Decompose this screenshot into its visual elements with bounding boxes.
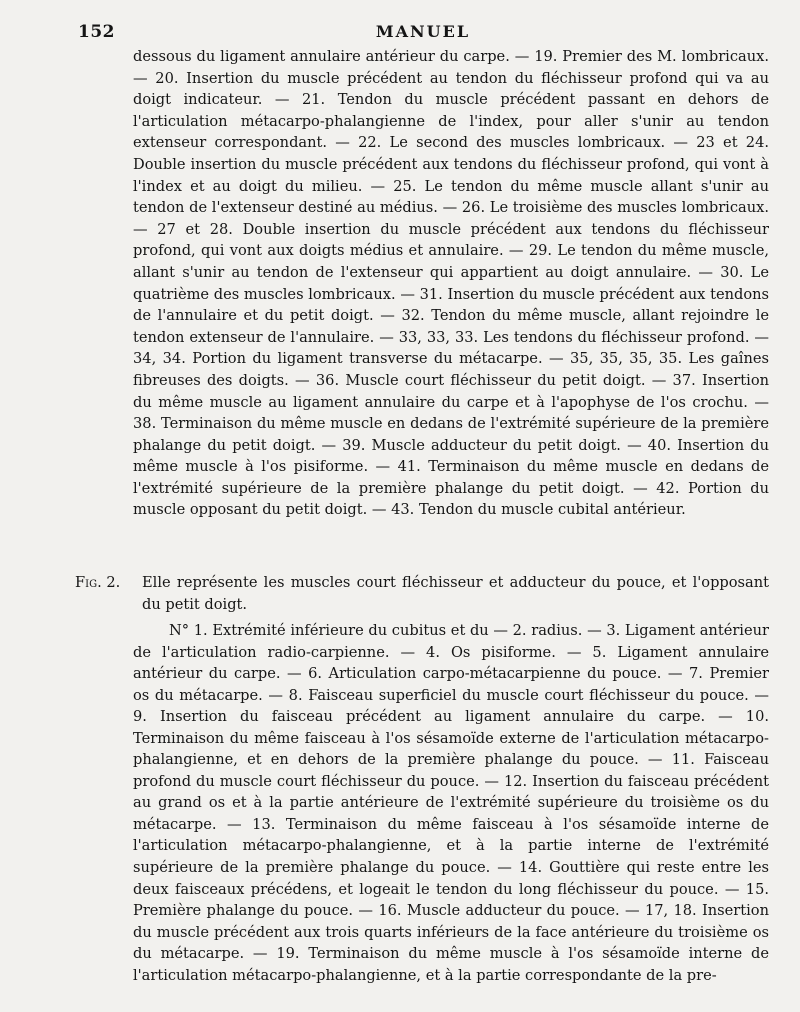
running-title: MANUEL <box>375 22 471 41</box>
legend-paragraph-2 <box>133 620 769 986</box>
figure-caption: Elle représente les muscles court fléchisseur et adducteur du pouce, et l'opposant du petit doigt. <box>142 574 769 613</box>
page-number: 152 <box>78 22 115 42</box>
legend-text-2: N° 1. Extrémité inférieure du cubitus et du — 2. radius. — 3. Ligament antérieur de l'articulation radio-carpienne. — 4. Os pisiforme. — 5. Ligament annulaire antérieur du carpe. — 6. Articulation carpo-métacarpienne du pouce. — 7. Premier os du métacarpe. — 8. Faisceau superficiel du muscle court fléchisseur du pouce. — 9. Insertion du faisceau précédent au ligament annulaire du carpe. — 10. Terminaison du même faisceau à l'os sésamoïde externe de l'articulation métacarpo-phalangienne, et en dehors de la première phalange du pouce. — 11. Faisceau profond du muscle court fléchisseur du pouce. — 12. Insertion du faisceau précédent au grand os et à la partie antérieure de l'extrémité supérieure du troisième os du métacarpe. — 13. Terminaison du même faisceau à l'os sésamoïde interne de l'articulation métacarpo-phalangienne, et à la partie interne de l'extrémité supérieure de la première phalange du pouce. — 14. Gouttière qui reste entre les deux faisceaux précédens, et logeait le tendon du long fléchisseur du pouce. — 15. Première phalange du pouce. — 16. Muscle adducteur du pouce. — 17, 18. Insertion du muscle précédent aux trois quarts inférieurs de la face antérieure du troisième os du métacarpe. — 19. Terminaison du même muscle à l'os sésamoïde interne de l'articulation métacarpo-phalangienne, et à la partie correspondante de la pre- <box>133 622 769 984</box>
legend-paragraph-1 <box>133 46 769 521</box>
page-header <box>78 22 768 48</box>
legend-text-1: dessous du ligament annulaire antérieur du carpe. — 19. Premier des M. lombricaux. — 20. Insertion du muscle précédent au tendon du fléchisseur profond qui va au doigt indicateur. — 21. Tendon du muscle précédent passant en dehors de l'articulation métacarpo-phalangienne de l'index, pour aller s'unir au tendon extenseur correspondant. — 22. Le second des muscles lombricaux. — 23 et 24. Double insertion du muscle précédent aux tendons du fléchisseur profond, qui vont à l'index et au doigt du milieu. — 25. Le tendon du même muscle allant s'unir au tendon de l'extenseur destiné au médius. — 26. Le troisième des muscles lombricaux. — 27 et 28. Double insertion du muscle précédent aux tendons du fléchisseur profond, qui vont aux doigts médius et annulaire. — 29. Le tendon du même muscle, allant s'unir au tendon de l'extenseur qui appartient au doigt annulaire. — 30. Le quatrième des muscles lombricaux. — 31. Insertion du muscle précédent aux tendons de l'annulaire et du petit doigt. — 32. Tendon du même muscle, allant rejoindre le tendon extenseur de l'annulaire. — 33, 33, 33. Les tendons du fléchisseur profond. — 34, 34. Portion du ligament transverse du métacarpe. — 35, 35, 35, 35. Les gaînes fibreuses des doigts. — 36. Muscle court fléchisseur du petit doigt. — 37. Insertion du même muscle au ligament annulaire du carpe et à l'apophyse de l'os crochu. — 38. Terminaison du même muscle en dedans de l'extrémité supérieure de la première phalange du petit doigt. — 39. Muscle adducteur du petit doigt. — 40. Insertion du même muscle à l'os pisiforme. — 41. Terminaison du même muscle en dedans de l'extrémité supérieure de la première phalange du petit doigt. — 42. Portion du muscle opposant du petit doigt. — 43. Tendon du muscle cubital antérieur. <box>133 48 769 519</box>
figure-caption-block <box>75 572 769 615</box>
figure-label: Fig. 2. <box>75 574 121 591</box>
